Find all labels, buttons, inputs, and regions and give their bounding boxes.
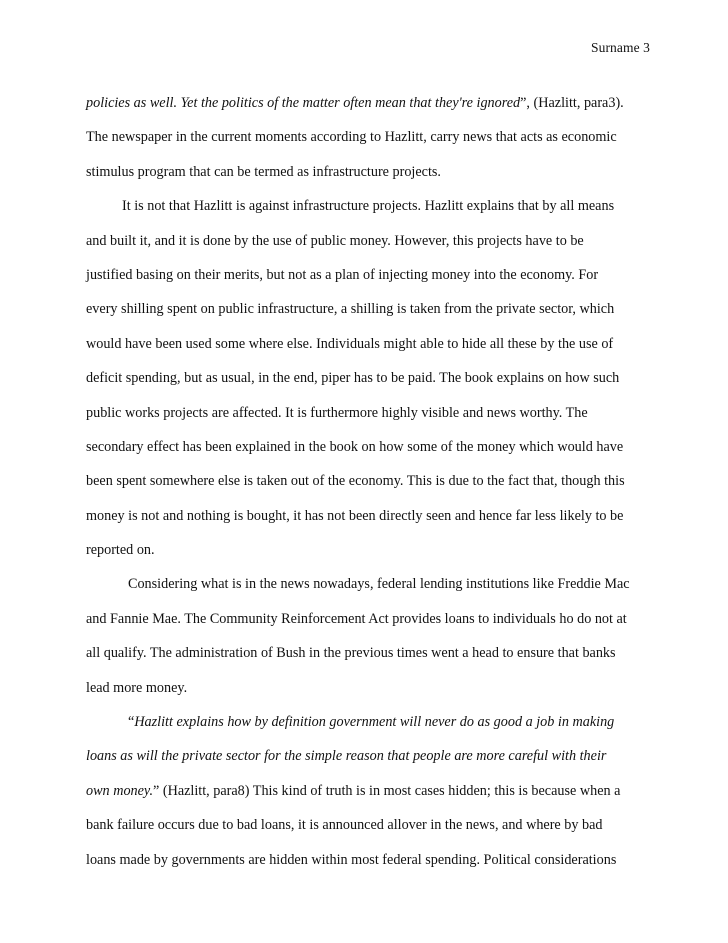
text-segment: ” (Hazlitt, para8) This kind of truth is in most cases hidden; this is because when a — [153, 782, 621, 799]
italic-text: own money. — [86, 782, 153, 799]
text-line — [86, 298, 646, 332]
text-line — [86, 814, 646, 848]
text-line — [86, 505, 646, 539]
text-segment: reported on. — [86, 542, 155, 559]
text-segment: deficit spending, but as usual, in the end, piper has to be paid. The book explains on how such — [86, 370, 620, 387]
text-line — [86, 367, 646, 401]
text-line — [86, 126, 646, 160]
text-segment: justified basing on their merits, but not as a plan of injecting money into the economy. For — [86, 266, 599, 283]
text-segment: been spent somewhere else is taken out of the economy. This is due to the fact that, though this — [86, 473, 625, 490]
text-line — [86, 642, 646, 676]
text-segment: bank failure occurs due to bad loans, it is announced allover in the news, and where by bad — [86, 817, 603, 834]
text-segment: would have been used some where else. Individuals might able to hide all these by the use of — [86, 335, 614, 352]
text-line — [86, 470, 646, 504]
running-head: Surname 3 — [590, 40, 650, 55]
text-line — [86, 677, 646, 711]
text-line — [86, 161, 646, 195]
text-segment: It is not that Hazlitt is against infrastructure projects. Hazlitt explains that by all means — [122, 198, 615, 215]
text-segment: every shilling spent on public infrastructure, a shilling is taken from the private sector, which — [86, 301, 615, 318]
text-segment: Considering what is in the news nowadays, federal lending institutions like Freddie Mac — [128, 576, 630, 593]
text-segment: stimulus program that can be termed as infrastructure projects. — [86, 163, 441, 180]
text-segment: The newspaper in the current moments according to Hazlitt, carry news that acts as economic — [86, 129, 617, 146]
text-segment: ”, (Hazlitt, para3). — [520, 95, 624, 111]
text-segment: and Fannie Mae. The Community Reinforcement Act provides loans to individuals ho do not at — [86, 610, 627, 627]
text-line — [86, 264, 646, 298]
italic-text: Hazlitt explains how by definition government will never do as good a job in making — [134, 714, 615, 731]
text-line — [86, 436, 646, 470]
text-line — [86, 92, 646, 126]
text-line — [86, 711, 646, 745]
text-line — [86, 230, 646, 264]
text-segment: “ — [128, 714, 135, 731]
text-segment: loans made by governments are hidden within most federal spending. Political considerations — [86, 851, 617, 868]
text-segment: all qualify. The administration of Bush in the previous times went a head to ensure that banks — [86, 645, 616, 662]
text-segment: money is not and nothing is bought, it has not been directly seen and hence far less likely to be — [86, 507, 624, 524]
text-line — [86, 195, 646, 229]
text-line — [86, 849, 646, 883]
text-line — [86, 539, 646, 573]
text-segment: and built it, and it is done by the use of public money. However, this projects have to be — [86, 232, 584, 249]
text-line — [86, 333, 646, 367]
italic-text: policies as well. Yet the politics of the matter often mean that they're ignored — [86, 95, 521, 111]
body-text — [86, 92, 646, 883]
text-segment: lead more money. — [86, 679, 188, 696]
text-line — [86, 608, 646, 642]
text-segment: secondary effect has been explained in the book on how some of the money which would have — [86, 438, 624, 455]
text-line — [86, 402, 646, 436]
text-line — [86, 745, 646, 779]
italic-text: loans as will the private sector for the simple reason that people are more careful with their — [86, 748, 607, 765]
text-segment: public works projects are affected. It is furthermore highly visible and news worthy. The — [86, 404, 588, 421]
text-line — [86, 780, 646, 814]
text-line — [86, 573, 646, 607]
